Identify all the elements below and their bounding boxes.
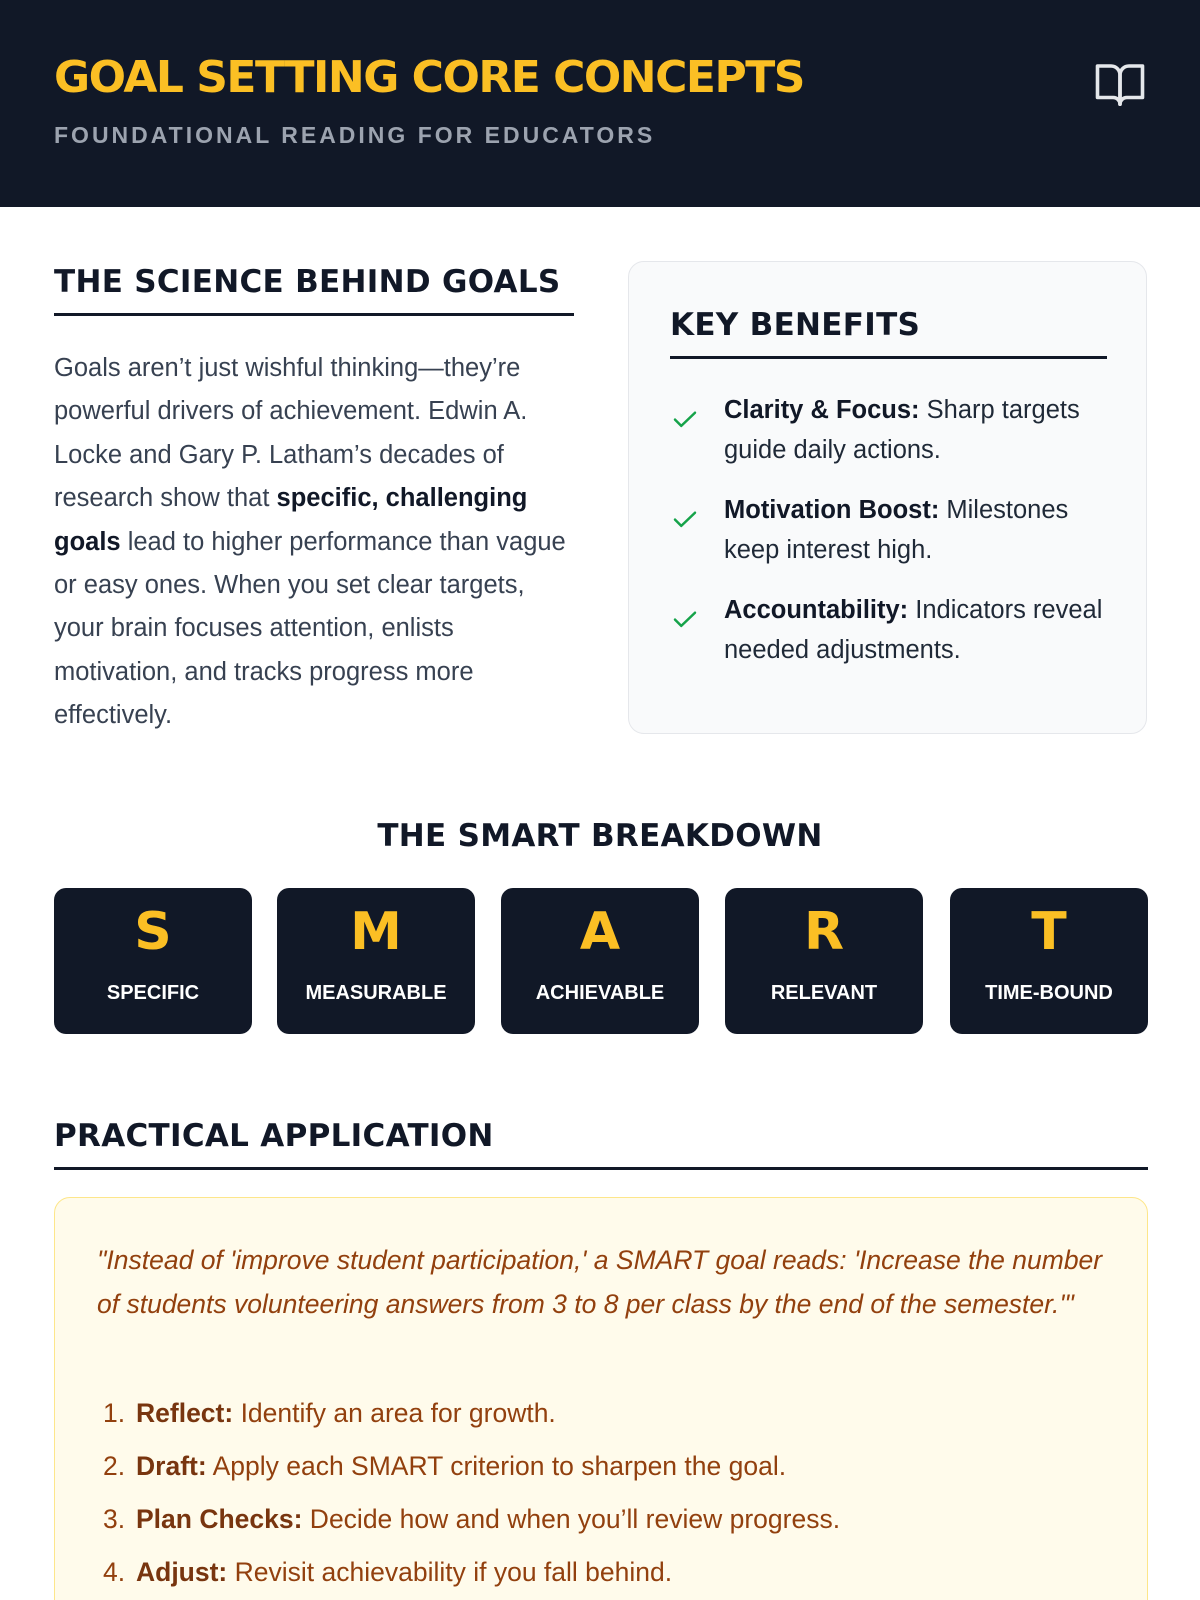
step-number: 2. xyxy=(103,1451,126,1481)
smart-card-achievable xyxy=(501,888,699,1034)
page-title: GOAL SETTING CORE CONCEPTS xyxy=(54,52,804,103)
practical-divider xyxy=(54,1167,1148,1170)
benefits-heading: KEY BENEFITS xyxy=(670,307,921,343)
benefit-label: Motivation Boost: xyxy=(724,496,940,524)
science-text-start: Goals aren’t just wishful thinking—they’re powerful drivers of achievement. Edwin A. Locke and Gary P. Latham’s decades of research show that xyxy=(54,354,528,513)
check-icon xyxy=(670,604,700,634)
science-emphasis: specific, challenging goals xyxy=(54,484,528,556)
key-benefits-card xyxy=(628,261,1147,734)
step-text: Apply each SMART criterion to sharpen the goal. xyxy=(206,1451,787,1481)
benefit-description: Indicators reveal needed adjustments. xyxy=(724,596,1103,664)
step-label: Adjust: xyxy=(136,1557,228,1587)
step-label: Draft: xyxy=(136,1451,207,1481)
step-number: 3. xyxy=(103,1504,126,1534)
benefit-description: Sharp targets guide daily actions. xyxy=(724,396,1080,464)
smart-word: TIME-BOUND xyxy=(985,982,1113,1004)
benefit-text xyxy=(724,390,1119,470)
practical-card xyxy=(54,1197,1148,1600)
science-divider xyxy=(54,313,574,316)
page-header xyxy=(0,0,1200,207)
benefit-label: Accountability: xyxy=(724,596,909,624)
science-heading: THE SCIENCE BEHIND GOALS xyxy=(54,264,561,300)
benefit-label: Clarity & Focus: xyxy=(724,396,920,424)
smart-letter: R xyxy=(803,902,845,962)
list-item xyxy=(103,1395,1103,1431)
smart-word: SPECIFIC xyxy=(106,982,200,1004)
smart-word: ACHIEVABLE xyxy=(535,982,665,1004)
list-item xyxy=(103,1501,1103,1537)
step-label: Reflect: xyxy=(136,1398,234,1428)
science-paragraph xyxy=(54,347,579,738)
check-icon xyxy=(670,504,700,534)
smart-letter: A xyxy=(579,902,621,962)
smart-word: RELEVANT xyxy=(770,982,878,1004)
example-quote: "Instead of 'improve student participation,' a SMART goal reads: 'Increase the number of students volunteering answers from 3 to 8 per class by the end of the semester.'" xyxy=(97,1245,1103,1319)
benefit-text xyxy=(724,590,1119,670)
smart-letter: S xyxy=(134,902,172,962)
benefit-text xyxy=(724,490,1119,570)
check-icon xyxy=(670,404,700,434)
benefits-divider xyxy=(670,356,1107,359)
book-open-icon xyxy=(1093,57,1147,111)
smart-card-measurable xyxy=(277,888,475,1034)
smart-word: MEASURABLE xyxy=(305,982,447,1004)
list-item xyxy=(103,1448,1103,1484)
step-number: 1. xyxy=(103,1398,126,1428)
step-text: Decide how and when you’ll review progress. xyxy=(302,1504,841,1534)
list-item xyxy=(103,1554,1103,1590)
step-text: Revisit achievability if you fall behind. xyxy=(227,1557,673,1587)
step-label: Plan Checks: xyxy=(136,1504,303,1534)
smart-letter: T xyxy=(1031,902,1067,962)
smart-heading: THE SMART BREAKDOWN xyxy=(377,818,823,854)
benefit-description: Milestones keep interest high. xyxy=(724,496,1069,564)
smart-card-time-bound xyxy=(950,888,1148,1034)
smart-letter: M xyxy=(350,902,402,962)
step-text: Identify an area for growth. xyxy=(233,1398,556,1428)
practical-heading: PRACTICAL APPLICATION xyxy=(54,1118,494,1154)
page-subtitle: FOUNDATIONAL READING FOR EDUCATORS xyxy=(54,122,656,148)
smart-card-relevant xyxy=(725,888,923,1034)
smart-card-specific xyxy=(54,888,252,1034)
science-text-end: lead to higher performance than vague or easy ones. When you set clear targets, your brain focuses attention, enlists motivation, and tracks progress more effectively. xyxy=(54,527,566,730)
step-number: 4. xyxy=(103,1557,126,1587)
